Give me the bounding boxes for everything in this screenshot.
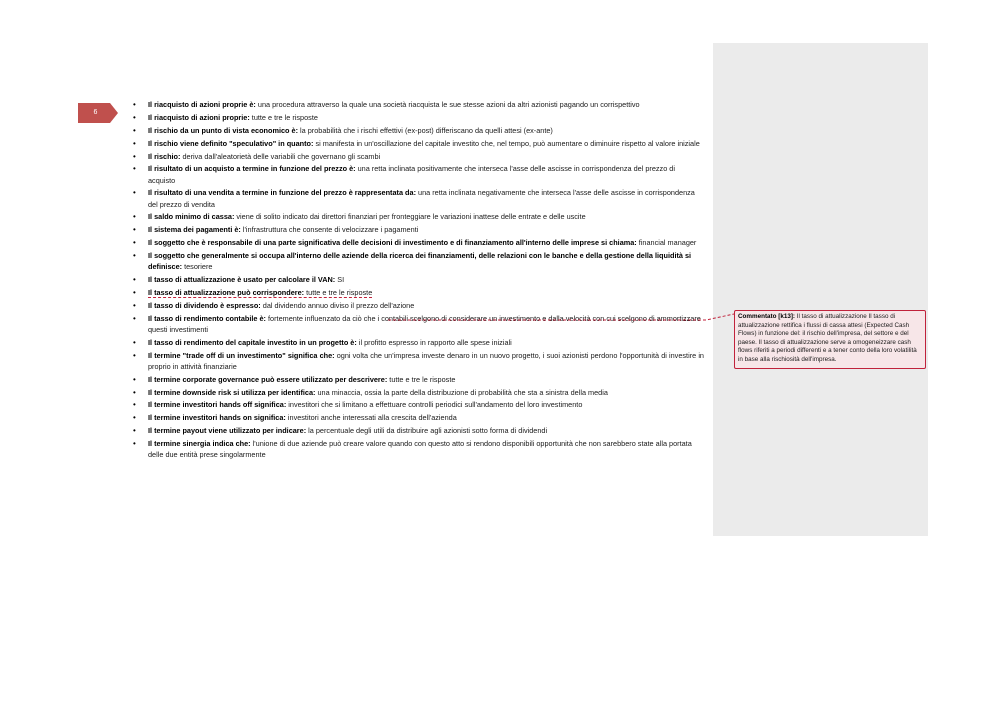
item-term: Il riacquisto di azioni proprie è: bbox=[148, 100, 256, 109]
item-text: il profitto espresso in rapporto alle spese iniziali bbox=[356, 337, 512, 347]
list-item bbox=[132, 300, 704, 311]
item-term: Il risultato di un acquisto a termine in funzione del prezzo è: bbox=[148, 164, 356, 174]
item-term: Il termine "trade off di un investimento" significa che: bbox=[148, 350, 335, 360]
item-text: l'infrastruttura che consente di velocizzare i pagamenti bbox=[240, 225, 419, 235]
item-term: Il saldo minimo di cassa: bbox=[148, 212, 235, 222]
item-text: si manifesta in un'oscillazione del capitale investito che, nel tempo, può aumentare o diminuire rispetto al valore iniziale bbox=[313, 138, 700, 148]
comment-text: Il tasso di attualizzazione Il tasso di attualizzazione rettifica i flussi di cassa attesi (Expected Cash Flows) in funzione del: il rischio dell'impresa, del settore e del paese. Il tasso di attualizzazione serve a omogeneizzare cash flows riferiti a periodi differenti e a tener conto della loro volatilità in base alla rischiosità dell'impresa. bbox=[738, 313, 917, 363]
item-text: la percentuale degli utili da distribuire agli azionisti sotto forma di dividendi bbox=[306, 426, 548, 436]
comment-pane bbox=[713, 43, 928, 536]
item-text: viene di solito indicato dai direttori finanziari per fronteggiare le variazioni inattese delle entrate e delle uscite bbox=[234, 212, 586, 222]
list-item bbox=[132, 350, 704, 372]
item-term: Il sistema dei pagamenti è: bbox=[148, 225, 241, 235]
item-term: Il tasso di attualizzazione è usato per calcolare il VAN: bbox=[148, 275, 336, 285]
item-text: SI bbox=[335, 275, 345, 285]
item-term: Il soggetto che è responsabile di una parte significativa delle decisioni di investimento e di finanziamento all'interno delle imprese si chiama: bbox=[148, 238, 637, 248]
item-text: l'unione di due aziende può creare valore quando con questo atto si rendono disponibili opportunità che non sarebbero state alla portata delle due entità prese singolarmente bbox=[148, 439, 692, 460]
item-term: Il termine downside risk si utilizza per identifica: bbox=[148, 387, 316, 397]
item-term: Il tasso di rendimento contabile è: bbox=[148, 313, 266, 323]
comment-balloon[interactable] bbox=[734, 310, 926, 369]
item-text: financial manager bbox=[636, 238, 697, 248]
item-text: dal dividendo annuo diviso il prezzo dell'azione bbox=[260, 300, 415, 310]
list-item bbox=[132, 125, 704, 136]
list-item bbox=[132, 250, 704, 272]
item-term: Il tasso di rendimento del capitale investito in un progetto è: bbox=[148, 337, 357, 347]
item-term: Il termine corporate governance può essere utilizzato per descrivere: bbox=[148, 374, 388, 384]
item-term: Il rischio: bbox=[148, 151, 181, 161]
item-text: tutte e tre le risposte bbox=[249, 112, 318, 122]
item-term: Il tasso di attualizzazione può corrispondere: bbox=[148, 287, 305, 297]
page-number-marker bbox=[78, 103, 118, 123]
list-item bbox=[132, 313, 704, 335]
list-item bbox=[132, 112, 704, 123]
item-text: una minaccia, ossia la parte della distribuzione di probabilità che sta a sinistra della media bbox=[315, 387, 608, 397]
list-item bbox=[132, 237, 704, 248]
list-item bbox=[132, 163, 704, 185]
item-text: fortemente influenzato da ciò che i contabili scelgono di considerare un investimento e dalla velocità con cui scelgono di ammortizzare questi investimenti bbox=[148, 313, 701, 334]
item-term: Il risultato di una vendita a termine in funzione del prezzo è rappresentata da: bbox=[148, 188, 417, 198]
item-term: Il termine investitori hands on significa: bbox=[148, 413, 286, 423]
list-item bbox=[132, 374, 704, 385]
item-term: Il termine investitori hands off significa: bbox=[148, 400, 287, 410]
item-term: Il tasso di dividendo è espresso: bbox=[148, 300, 261, 310]
comment-author: Commentato [k13]: bbox=[738, 313, 796, 320]
list-item bbox=[132, 224, 704, 235]
list-item bbox=[132, 412, 704, 423]
item-term: Il riacquisto di azioni proprie: bbox=[148, 112, 250, 122]
list-item bbox=[132, 187, 704, 209]
item-term: Il termine payout viene utilizzato per indicare: bbox=[148, 426, 307, 436]
list-item bbox=[132, 138, 704, 149]
item-text: la probabilità che i rischi effettivi (ex-post) differiscano da quelli attesi (ex-ante) bbox=[298, 125, 553, 135]
item-text: una retta inclinata negativamente che interseca l'asse delle ascisse in corrispondenza del prezzo di vendita bbox=[148, 188, 695, 209]
item-text: tesoriere bbox=[182, 262, 213, 272]
item-term: Il termine sinergia indica che: bbox=[148, 439, 251, 449]
item-text: ogni volta che un'impresa investe denaro in un nuovo progetto, i suoi azionisti perdono l'opportunità di investire in proprio in attività finanziarie bbox=[148, 350, 704, 371]
list-item bbox=[132, 99, 704, 110]
list-item bbox=[132, 211, 704, 222]
item-text: tutte e tre le risposte bbox=[387, 374, 456, 384]
list-item-commented bbox=[132, 287, 704, 298]
list-item bbox=[132, 425, 704, 436]
list-item bbox=[132, 438, 704, 460]
list-item bbox=[132, 337, 704, 348]
bullet-list bbox=[132, 99, 704, 460]
item-text: una retta inclinata positivamente che interseca l'asse delle ascisse in corrispondenza del prezzo di acquisto bbox=[148, 164, 675, 185]
item-term: Il rischio da un punto di vista economico è: bbox=[148, 125, 299, 135]
list-item bbox=[132, 274, 704, 285]
item-term: Il soggetto che generalmente si occupa all'interno delle aziende della ricerca dei finanziamenti, delle relazioni con le banche e della gestione della liquidità si definisce: bbox=[148, 251, 692, 272]
page-number: 6 bbox=[93, 109, 98, 116]
item-text: una procedura attraverso la quale una società riacquista le sue stesse azioni da altri azionisti pagando un corrispettivo bbox=[255, 100, 640, 109]
item-text: investitori che si limitano a effettuare controlli periodici sull'andamento del loro investimento bbox=[286, 400, 583, 410]
list-item bbox=[132, 387, 704, 398]
item-text: deriva dall'aleatorietà delle variabili che governano gli scambi bbox=[180, 151, 381, 161]
item-text: investitori anche interessati alla crescita dell'azienda bbox=[285, 413, 457, 423]
commented-range[interactable] bbox=[148, 288, 372, 298]
item-text: tutte e tre le risposte bbox=[304, 287, 373, 297]
list-item bbox=[132, 151, 704, 162]
list-item bbox=[132, 399, 704, 410]
document-body bbox=[132, 99, 704, 462]
item-term: Il rischio viene definito "speculativo" in quanto: bbox=[148, 138, 314, 148]
